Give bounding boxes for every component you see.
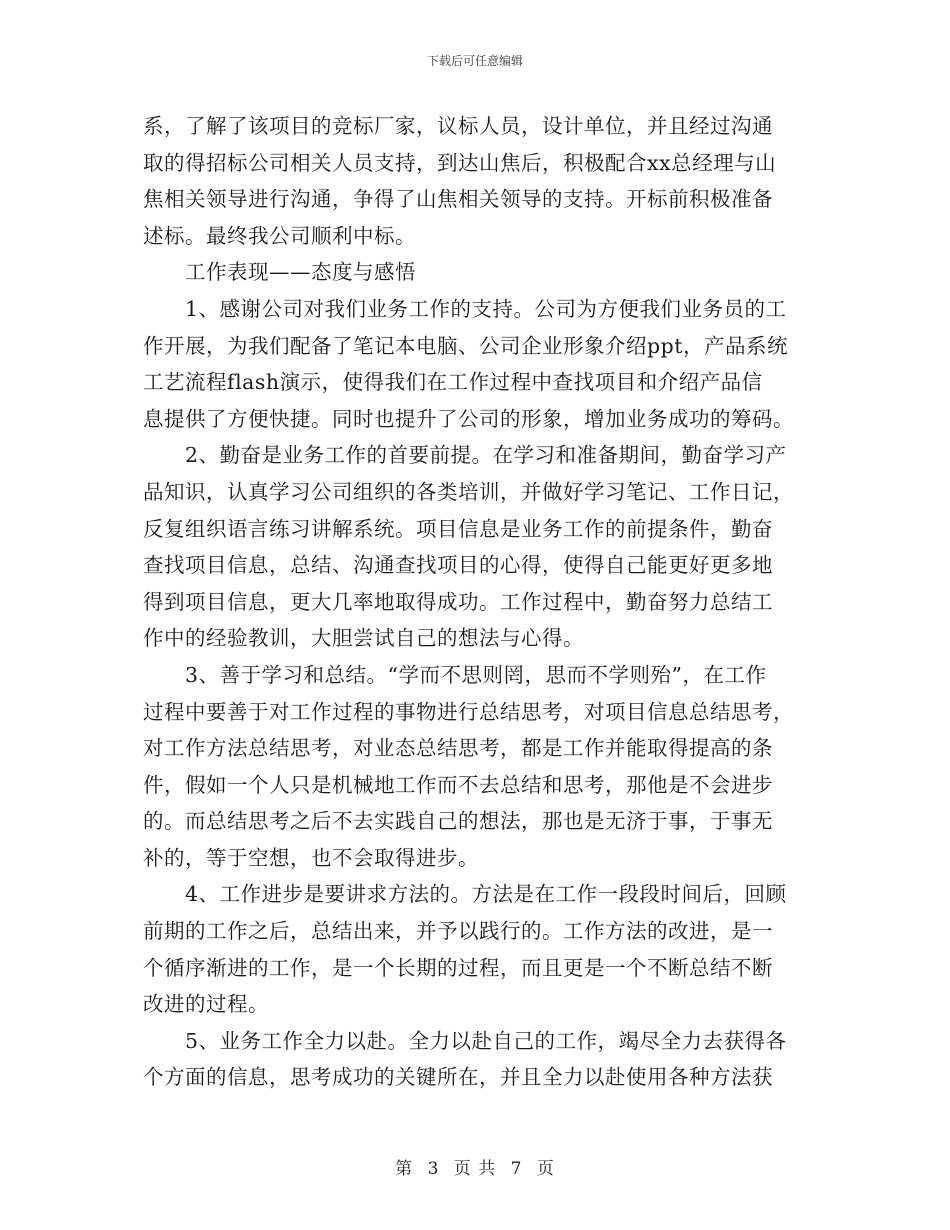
footer-middle: 页 共 bbox=[453, 1159, 497, 1179]
page-footer bbox=[0, 1154, 950, 1179]
text-line: 取的得招标公司相关人员支持，到达山焦后，积极配合xx总经理与山 bbox=[143, 150, 777, 175]
text-line: 工艺流程flash演示，使得我们在工作过程中查找项目和介绍产品信 bbox=[143, 370, 763, 395]
text-line: 息提供了方便快捷。同时也提升了公司的形象，增加业务成功的筹码。 bbox=[143, 406, 794, 431]
footer-prefix: 第 bbox=[395, 1159, 414, 1179]
text-line: 得到项目信息，更大几率地取得成功。工作过程中，勤奋努力总结工 bbox=[143, 589, 773, 614]
text-line: 过程中要善于对工作过程的事物进行总结思考，对项目信息总结思考， bbox=[143, 699, 794, 724]
text-line: 2、勤奋是业务工作的首要前提。在学习和准备期间，勤奋学习产 bbox=[185, 443, 787, 468]
text-line: 前期的工作之后，总结出来，并予以践行的。工作方法的改进，是一 bbox=[143, 919, 773, 944]
text-line: 个方面的信息，思考成功的关键所在，并且全力以赴使用各种方法获 bbox=[143, 1065, 773, 1090]
text-line: 作中的经验教训，大胆尝试自己的想法与心得。 bbox=[143, 626, 584, 651]
text-line: 品知识，认真学习公司组织的各类培训，并做好学习笔记、工作日记， bbox=[143, 479, 794, 504]
text-line: 1、感谢公司对我们业务工作的支持。公司为方便我们业务员的工 bbox=[185, 296, 787, 321]
text-line: 个循序渐进的工作，是一个长期的过程，而且更是一个不断总结不断 bbox=[143, 955, 773, 980]
footer-page-number: 3 bbox=[427, 1159, 440, 1179]
text-line: 系，了解了该项目的竞标厂家，议标人员，设计单位，并且经过沟通 bbox=[143, 114, 773, 138]
text-line: 作开展，为我们配备了笔记本电脑、公司企业形象介绍ppt，产品系统 bbox=[143, 333, 788, 358]
text-line: 工作表现——态度与感悟 bbox=[185, 260, 416, 285]
text-line: 述标。最终我公司顺利中标。 bbox=[143, 223, 416, 248]
text-line: 查找项目信息，总结、沟通查找项目的心得，使得自己能更好更多地 bbox=[143, 553, 773, 578]
footer-suffix: 页 bbox=[536, 1159, 555, 1179]
text-line: 焦相关领导进行沟通，争得了山焦相关领导的支持。开标前积极准备 bbox=[143, 187, 773, 212]
text-line: 的。而总结思考之后不去实践自己的想法，那也是无济于事，于事无 bbox=[143, 809, 773, 834]
text-line: 4、工作进步是要讲求方法的。方法是在工作一段段时间后，回顾 bbox=[185, 882, 787, 907]
footer-total-pages: 7 bbox=[510, 1159, 523, 1179]
text-line: 件，假如一个人只是机械地工作而不去总结和思考，那他是不会进步 bbox=[143, 772, 773, 797]
text-line: 5、业务工作全力以赴。全力以赴自己的工作，竭尽全力去获得各 bbox=[185, 1028, 787, 1053]
text-line: 补的，等于空想，也不会取得进步。 bbox=[143, 845, 479, 870]
text-line: 改进的过程。 bbox=[143, 992, 269, 1017]
text-line: 反复组织语言练习讲解系统。项目信息是业务工作的前提条件，勤奋 bbox=[143, 516, 773, 541]
text-line: 3、善于学习和总结。“学而不思则罔，思而不学则殆”，在工作 bbox=[185, 662, 767, 687]
document-body bbox=[143, 108, 808, 1096]
text-line: 对工作方法总结思考，对业态总结思考，都是工作并能取得提高的条 bbox=[143, 736, 773, 761]
page-header: 下载后可任意编辑 bbox=[426, 54, 523, 68]
